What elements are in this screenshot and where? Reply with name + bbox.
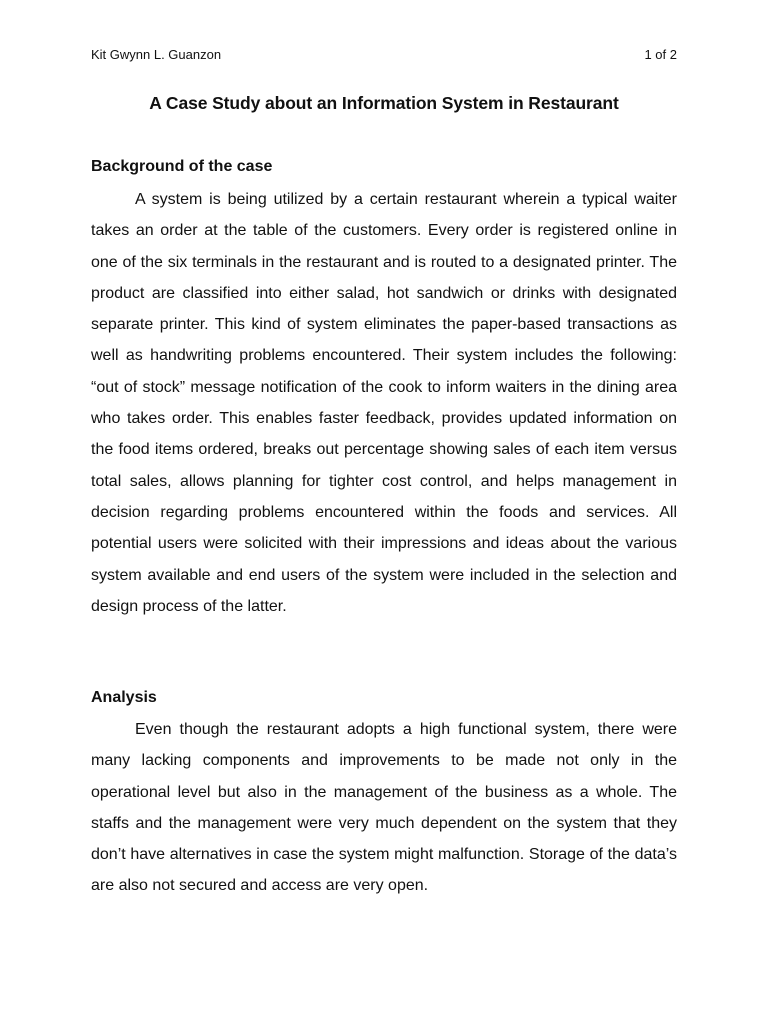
page-indicator: 1 of 2	[644, 47, 677, 62]
background-paragraph: A system is being utilized by a certain restaurant wherein a typical waiter takes an order at the table of the customers. Every order is registered online in one of the six terminals in the restaurant and is routed to a designated printer. The product are classified into either salad, hot sandwich or drinks with designated separate printer. This kind of system eliminates the paper-based transactions as well as handwriting problems encountered. Their system includes the following: “out of stock” message notification of the cook to inform waiters in the dining area who takes order. This enables faster feedback, provides updated information on the food items ordered, breaks out percentage showing sales of each item versus total sales, allows planning for tighter cost control, and helps management in decision regarding problems encountered within the foods and services. All potential users were solicited with their impressions and ideas about the various system available and end users of the system were included in the selection and design process of the latter.	[91, 191, 677, 615]
section-heading-background: Background of the case	[91, 158, 273, 175]
page-header	[91, 47, 677, 65]
document-title: A Case Study about an Information System in Restaurant	[149, 93, 619, 113]
section-heading-analysis: Analysis	[91, 689, 157, 706]
author-name: Kit Gwynn L. Guanzon	[91, 47, 222, 62]
analysis-paragraph: Even though the restaurant adopts a high functional system, there were many lacking components and improvements to be made not only in the operational level but also in the management of the business as a whole. The staffs and the management were very much dependent on the system that they don’t have alternatives in case the system might malfunction. Storage of the data’s are also not secured and access are very open.	[91, 721, 677, 895]
